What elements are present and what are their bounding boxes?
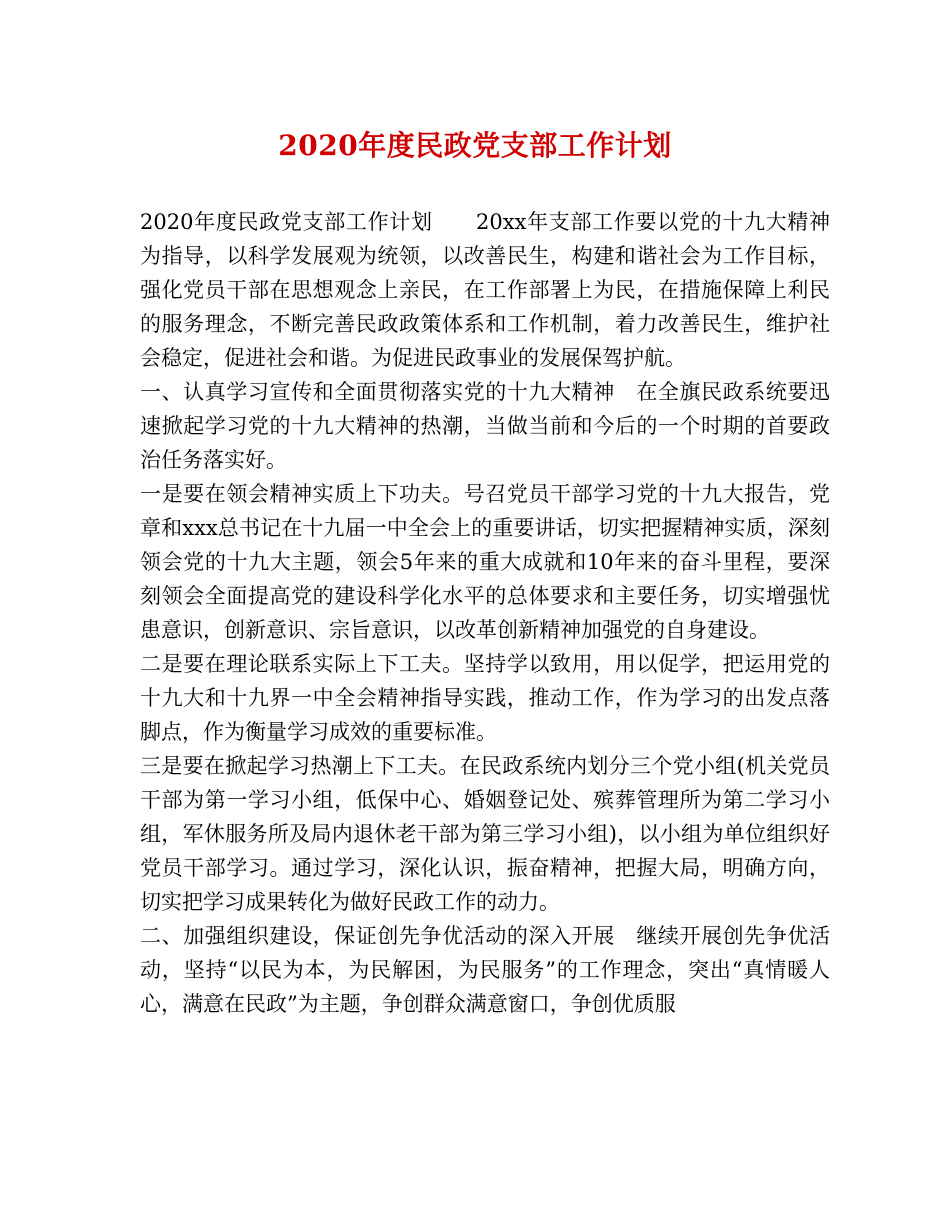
paragraph-intro: 2020年度民政党支部工作计划 20xx年支部工作要以党的十九大精神为指导，以科学发展观为统领，以改善民生，构建和谐社会为工作目标，强化党员干部在思想观念上亲民，在工作部署上为民，在措施保障上利民的服务理念，不断完善民政政策体系和工作机制，着力改善民生，维护社会稳定，促进社会和谐。为促进民政事业的发展保驾护航。 bbox=[140, 210, 830, 370]
paragraph-point-2: 二是要在理论联系实际上下工夫。坚持学以致用，用以促学，把运用党的十九大和十九界一中全会精神指导实践，推动工作，作为学习的出发点落脚点，作为衡量学习成效的重要标准。 bbox=[140, 652, 830, 744]
document-title: 2020年度民政党支部工作计划 bbox=[278, 129, 672, 162]
paragraph-section-2: 二、加强组织建设，保证创先争优活动的深入开展 继续开展创先争优活动，坚持“以民为本，为民解困，为民服务”的工作理念，突出“真情暖人心，满意在民政”为主题，争创群众满意窗口，争创优质服 bbox=[140, 924, 830, 1016]
paragraph-section-1: 一、认真学习宣传和全面贯彻落实党的十九大精神 在全旗民政系统要迅速掀起学习党的十九大精神的热潮，当做当前和今后的一个时期的首要政治任务落实好。 bbox=[140, 380, 830, 472]
document-body bbox=[140, 205, 830, 1021]
paragraph-point-1: 一是要在领会精神实质上下功夫。号召党员干部学习党的十九大报告，党章和xxx总书记在十九届一中全会上的重要讲话，切实把握精神实质，深刻领会党的十九大主题，领会5年来的重大成就和10年来的奋斗里程，要深刻领会全面提高党的建设科学化水平的总体要求和主要任务，切实增强忧患意识，创新意识、宗旨意识，以改革创新精神加强党的自身建设。 bbox=[140, 482, 830, 642]
paragraph-point-3: 三是要在掀起学习热潮上下工夫。在民政系统内划分三个党小组(机关党员干部为第一学习小组，低保中心、婚姻登记处、殡葬管理所为第二学习小组，军休服务所及局内退休老干部为第三学习小组)，以小组为单位组织好党员干部学习。通过学习，深化认识，振奋精神，把握大局，明确方向，切实把学习成果转化为做好民政工作的动力。 bbox=[140, 754, 830, 914]
